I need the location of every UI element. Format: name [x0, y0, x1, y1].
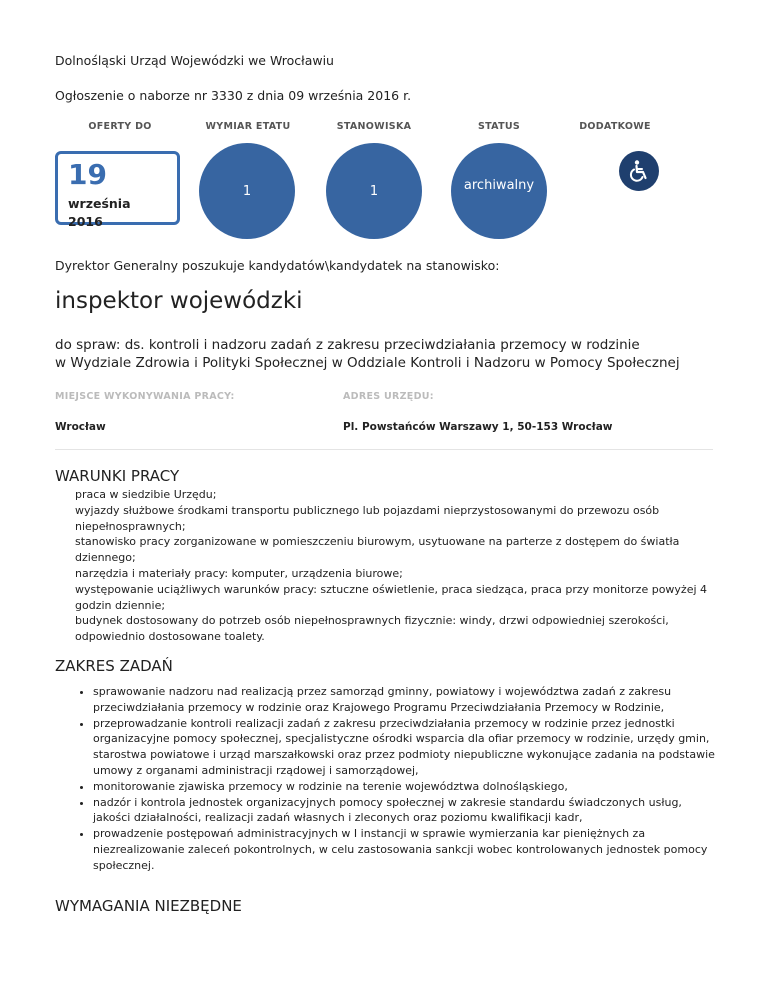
- conditions-list: [75, 487, 715, 645]
- column-header-fte: WYMIAR ETATU: [205, 121, 291, 132]
- deadline-day: 19: [68, 158, 107, 191]
- seeking-text: Dyrektor Generalny poszukuje kandydatów\kandydatek na stanowisko:: [55, 258, 500, 273]
- workplace-value: Wrocław: [55, 421, 106, 433]
- tasks-heading: ZAKRES ZADAŃ: [55, 657, 173, 675]
- task-item: • nadzór i kontrola jednostek organizacyjnych pomocy społecznej w zakresie standardu świadczonych usług, jakości działalności, realizacji zadań własnych i zleconych oraz poziomu kwalifikacji kadr,: [93, 795, 715, 827]
- office-address-label: ADRES URZĘDU:: [343, 391, 434, 402]
- deadline-date-box: [55, 151, 180, 229]
- office-address-value: Pl. Powstańców Warszawy 1, 50-153 Wrocław: [343, 421, 613, 433]
- column-header-extra: DODATKOWE: [579, 121, 651, 132]
- tasks-list: [75, 684, 715, 874]
- conditions-line: stanowisko pracy zorganizowane w pomieszczeniu biurowym, usytuowane na parterze z dostępem do światła dziennego;: [75, 535, 680, 565]
- deadline-month: września: [68, 196, 131, 211]
- wheelchair-icon-graphic: [626, 158, 652, 184]
- task-item: • sprawowanie nadzoru nad realizacją przez samorząd gminny, powiatowy i województwa zadań z zakresu przeciwdziałania przemocy w rodzinie oraz Krajowego Programu Przeciwdziałania Przemocy w Rodzinie,: [93, 684, 715, 716]
- workplace-label: MIEJSCE WYKONYWANIA PRACY:: [55, 391, 235, 402]
- job-description: [55, 336, 680, 372]
- job-department: w Wydziale Zdrowia i Polityki Społecznej w Oddziale Kontroli i Nadzoru w Pomocy Społecznej: [55, 355, 680, 371]
- positions-value: 1: [369, 183, 379, 199]
- fte-circle: [199, 143, 295, 239]
- job-area: do spraw: ds. kontroli i nadzoru zadań z zakresu przeciwdziałania przemocy w rodzinie: [55, 337, 640, 353]
- requirements-heading: WYMAGANIA NIEZBĘDNE: [55, 897, 242, 915]
- deadline-year: 2016: [68, 214, 103, 229]
- conditions-line: budynek dostosowany do potrzeb osób niepełnosprawnych fizycznie: windy, drzwi odpowiedniej szerokości, odpowiednio dostosowane toalety.: [75, 614, 669, 644]
- conditions-line: praca w siedzibie Urzędu;: [75, 488, 217, 501]
- task-item: • przeprowadzanie kontroli realizacji zadań z zakresu przeciwdziałania przemocy w rodzinie przez jednostki organizacyjne pomocy społecznej, specjalistyczne ośrodki wsparcia dla ofiar przemocy w rodzinie, urzędy gmin, starostwa powiatowe i urząd marszałkowski oraz przez podmioty niepubliczne wykonujące zadania na podstawie umowy z organami administracji rządowej i samorządowej,: [93, 716, 715, 779]
- status-value: archiwalny: [463, 178, 535, 193]
- positions-circle: [326, 143, 422, 239]
- conditions-line: narzędzia i materiały pracy: komputer, urządzenia biurowe;: [75, 566, 403, 580]
- fte-value: 1: [242, 183, 252, 199]
- status-circle: [451, 143, 547, 239]
- task-item: • monitorowanie zjawiska przemocy w rodzinie na terenie województwa dolnośląskiego,: [93, 779, 715, 795]
- wheelchair-icon: [619, 151, 659, 191]
- task-item: • prowadzenie postępowań administracyjnych w I instancji w sprawie wymierzania kar pieniężnych za niezrealizowanie zaleceń pokontrolnych, w celu zastosowania sankcji wobec kontrolowanych jednostek pomocy społecznej.: [93, 826, 715, 873]
- conditions-heading: WARUNKI PRACY: [55, 467, 180, 485]
- divider: [55, 449, 713, 450]
- column-header-positions: STANOWISKA: [336, 121, 412, 132]
- column-header-status: STATUS: [477, 121, 521, 132]
- organization-name: Dolnośląski Urząd Wojewódzki we Wrocławiu: [55, 53, 334, 68]
- announcement-line: Ogłoszenie o naborze nr 3330 z dnia 09 września 2016 r.: [55, 88, 412, 103]
- conditions-line: występowanie uciążliwych warunków pracy: sztuczne oświetlenie, praca siedząca, praca przy monitorze powyżej 4 godzin dziennie;: [75, 582, 708, 612]
- column-header-deadline: OFERTY DO: [88, 121, 152, 132]
- conditions-line: wyjazdy służbowe środkami transportu publicznego lub pojazdami nieprzystosowanymi do przewozu osób niepełnosprawnych;: [75, 503, 660, 533]
- job-title: inspektor wojewódzki: [55, 288, 303, 314]
- deadline-month-year: [68, 195, 131, 231]
